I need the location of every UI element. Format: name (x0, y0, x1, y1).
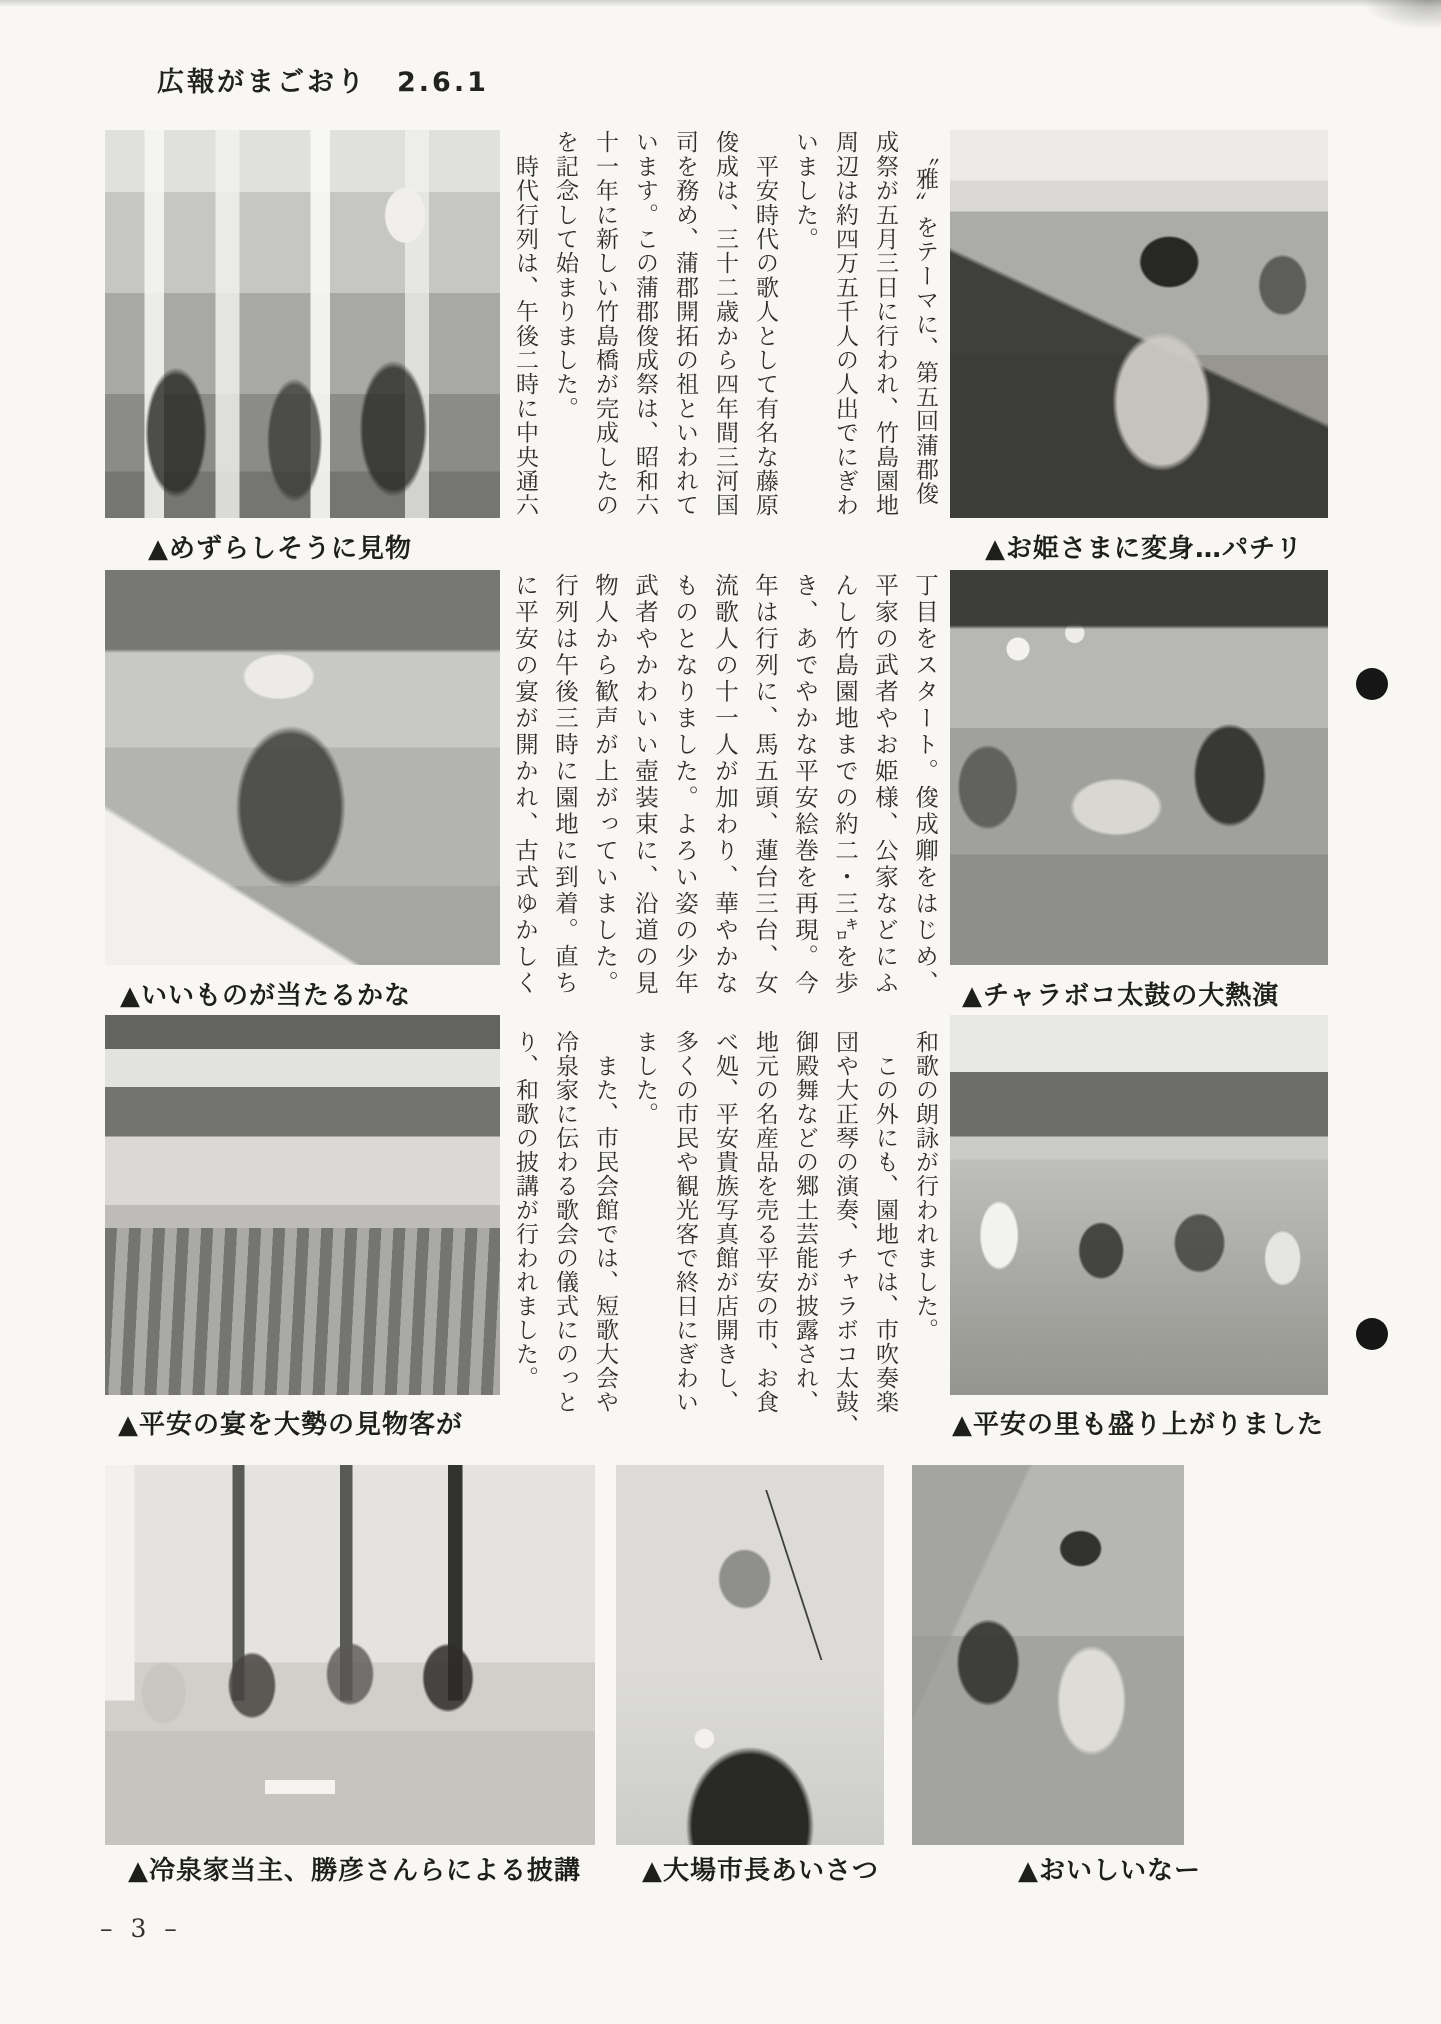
text-column: 成祭が五月三日に行われ、竹島園地 (872, 130, 898, 518)
text-column: べ処、平安貴族写真館が店開きし、 (712, 1030, 738, 1414)
text-column: り、和歌の披講が行われました。 (512, 1030, 538, 1390)
caption-band: ▲平安の里も盛り上がりました (952, 1410, 1324, 1440)
photo-heian-banquet-crowd (105, 1015, 500, 1395)
text-column: 流歌人の十一人が加わり、華やかな (711, 573, 739, 997)
text-column: き、あでやかな平安絵巻を再現。今 (791, 573, 819, 997)
text-column: 冷泉家に伝わる歌会の儀式にのっと (552, 1030, 578, 1414)
text-column: 時代行列は、午後二時に中央通六 (512, 130, 538, 518)
text-column: 〝雅〟をテーマに、第五回蒲郡俊 (912, 130, 938, 506)
photo-brass-band-performance (950, 1015, 1328, 1395)
text-column: 武者やかわいい壺装束に、沿道の見 (631, 573, 659, 997)
scan-edge-shadow (0, 0, 1441, 7)
scan-corner-smudge (1361, 0, 1441, 30)
photo-poetry-recitation-ceremony (105, 1465, 595, 1845)
text-column: ました。 (632, 1030, 658, 1126)
text-column: 団や大正琴の演奏、チャラボコ太鼓、 (832, 1030, 858, 1438)
text-column: 十一年に新しい竹島橋が完成したの (592, 130, 618, 518)
text-column: んし竹島園地までの約二・三㌔を歩 (831, 573, 859, 997)
text-column: 和歌の朗詠が行われました。 (912, 1030, 938, 1342)
text-column: 多くの市民や観光客で終日にぎわい (672, 1030, 698, 1414)
text-column: この外にも、園地では、市吹奏楽 (872, 1030, 898, 1414)
text-column: いました。 (792, 130, 818, 251)
text-column: ものとなりました。よろい姿の少年 (671, 573, 699, 997)
text-column: 御殿舞などの郷土芸能が披露され、 (792, 1030, 818, 1414)
photo-children-eating-kimono (912, 1465, 1184, 1845)
text-column: 俊成は、三十二歳から四年間三河国 (712, 130, 738, 518)
photo-mayor-speech (616, 1465, 884, 1845)
text-column: 物人から歓声が上がっていました。 (591, 573, 619, 997)
caption-banquet: ▲平安の宴を大勢の見物客が (118, 1410, 463, 1440)
photo-festival-procession-viewing (105, 130, 500, 518)
text-column: 行列は午後三時に園地に到着。直ち (551, 573, 579, 997)
registration-dot-top (1356, 668, 1388, 700)
text-column: 地元の名産品を売る平安の市、お食 (752, 1030, 778, 1414)
photo-lottery-drawing-box (105, 570, 500, 965)
text-column: を記念して始まりました。 (552, 130, 578, 421)
page-title: 広報がまごおり 2.6.1 (157, 67, 489, 98)
registration-dot-bottom (1356, 1318, 1388, 1350)
caption-princess: ▲お姫さまに変身…パチリ (985, 534, 1303, 564)
caption-mayor: ▲大場市長あいさつ (642, 1856, 879, 1886)
text-column: に平安の宴が開かれ、古式ゆかしく (511, 573, 539, 997)
text-column: 司を務め、蒲郡開拓の祖といわれて (672, 130, 698, 518)
caption-poetry: ▲冷泉家当主、勝彦さんらによる披講 (128, 1856, 581, 1886)
caption-lottery: ▲いいものが当たるかな (120, 981, 411, 1011)
text-column: 周辺は約四万五千人の人出でにぎわ (832, 130, 858, 518)
article-text-block-2 (505, 573, 945, 1003)
text-column: 年は行列に、馬五頭、蓮台三台、女 (751, 573, 779, 997)
article-text-block-1 (505, 130, 945, 522)
text-column: 平安時代の歌人として有名な藤原 (752, 130, 778, 518)
page-number: – 3 – (100, 1914, 182, 1943)
caption-eating: ▲おいしいなー (1018, 1856, 1201, 1886)
text-column: 丁目をスタート。俊成卿をはじめ、 (911, 573, 939, 997)
photo-princess-kimono-dressing (950, 130, 1328, 518)
text-column: また、市民会館では、短歌大会や (592, 1030, 618, 1414)
text-column: 平家の武者やお姫様、公家などにふ (871, 573, 899, 997)
caption-viewing: ▲めずらしそうに見物 (148, 534, 412, 564)
caption-taiko: ▲チャラボコ太鼓の大熱演 (962, 981, 1280, 1011)
photo-charaboko-taiko-drummers (950, 570, 1328, 965)
text-column: います。この蒲郡俊成祭は、昭和六 (632, 130, 658, 518)
article-text-block-3 (505, 1030, 945, 1442)
